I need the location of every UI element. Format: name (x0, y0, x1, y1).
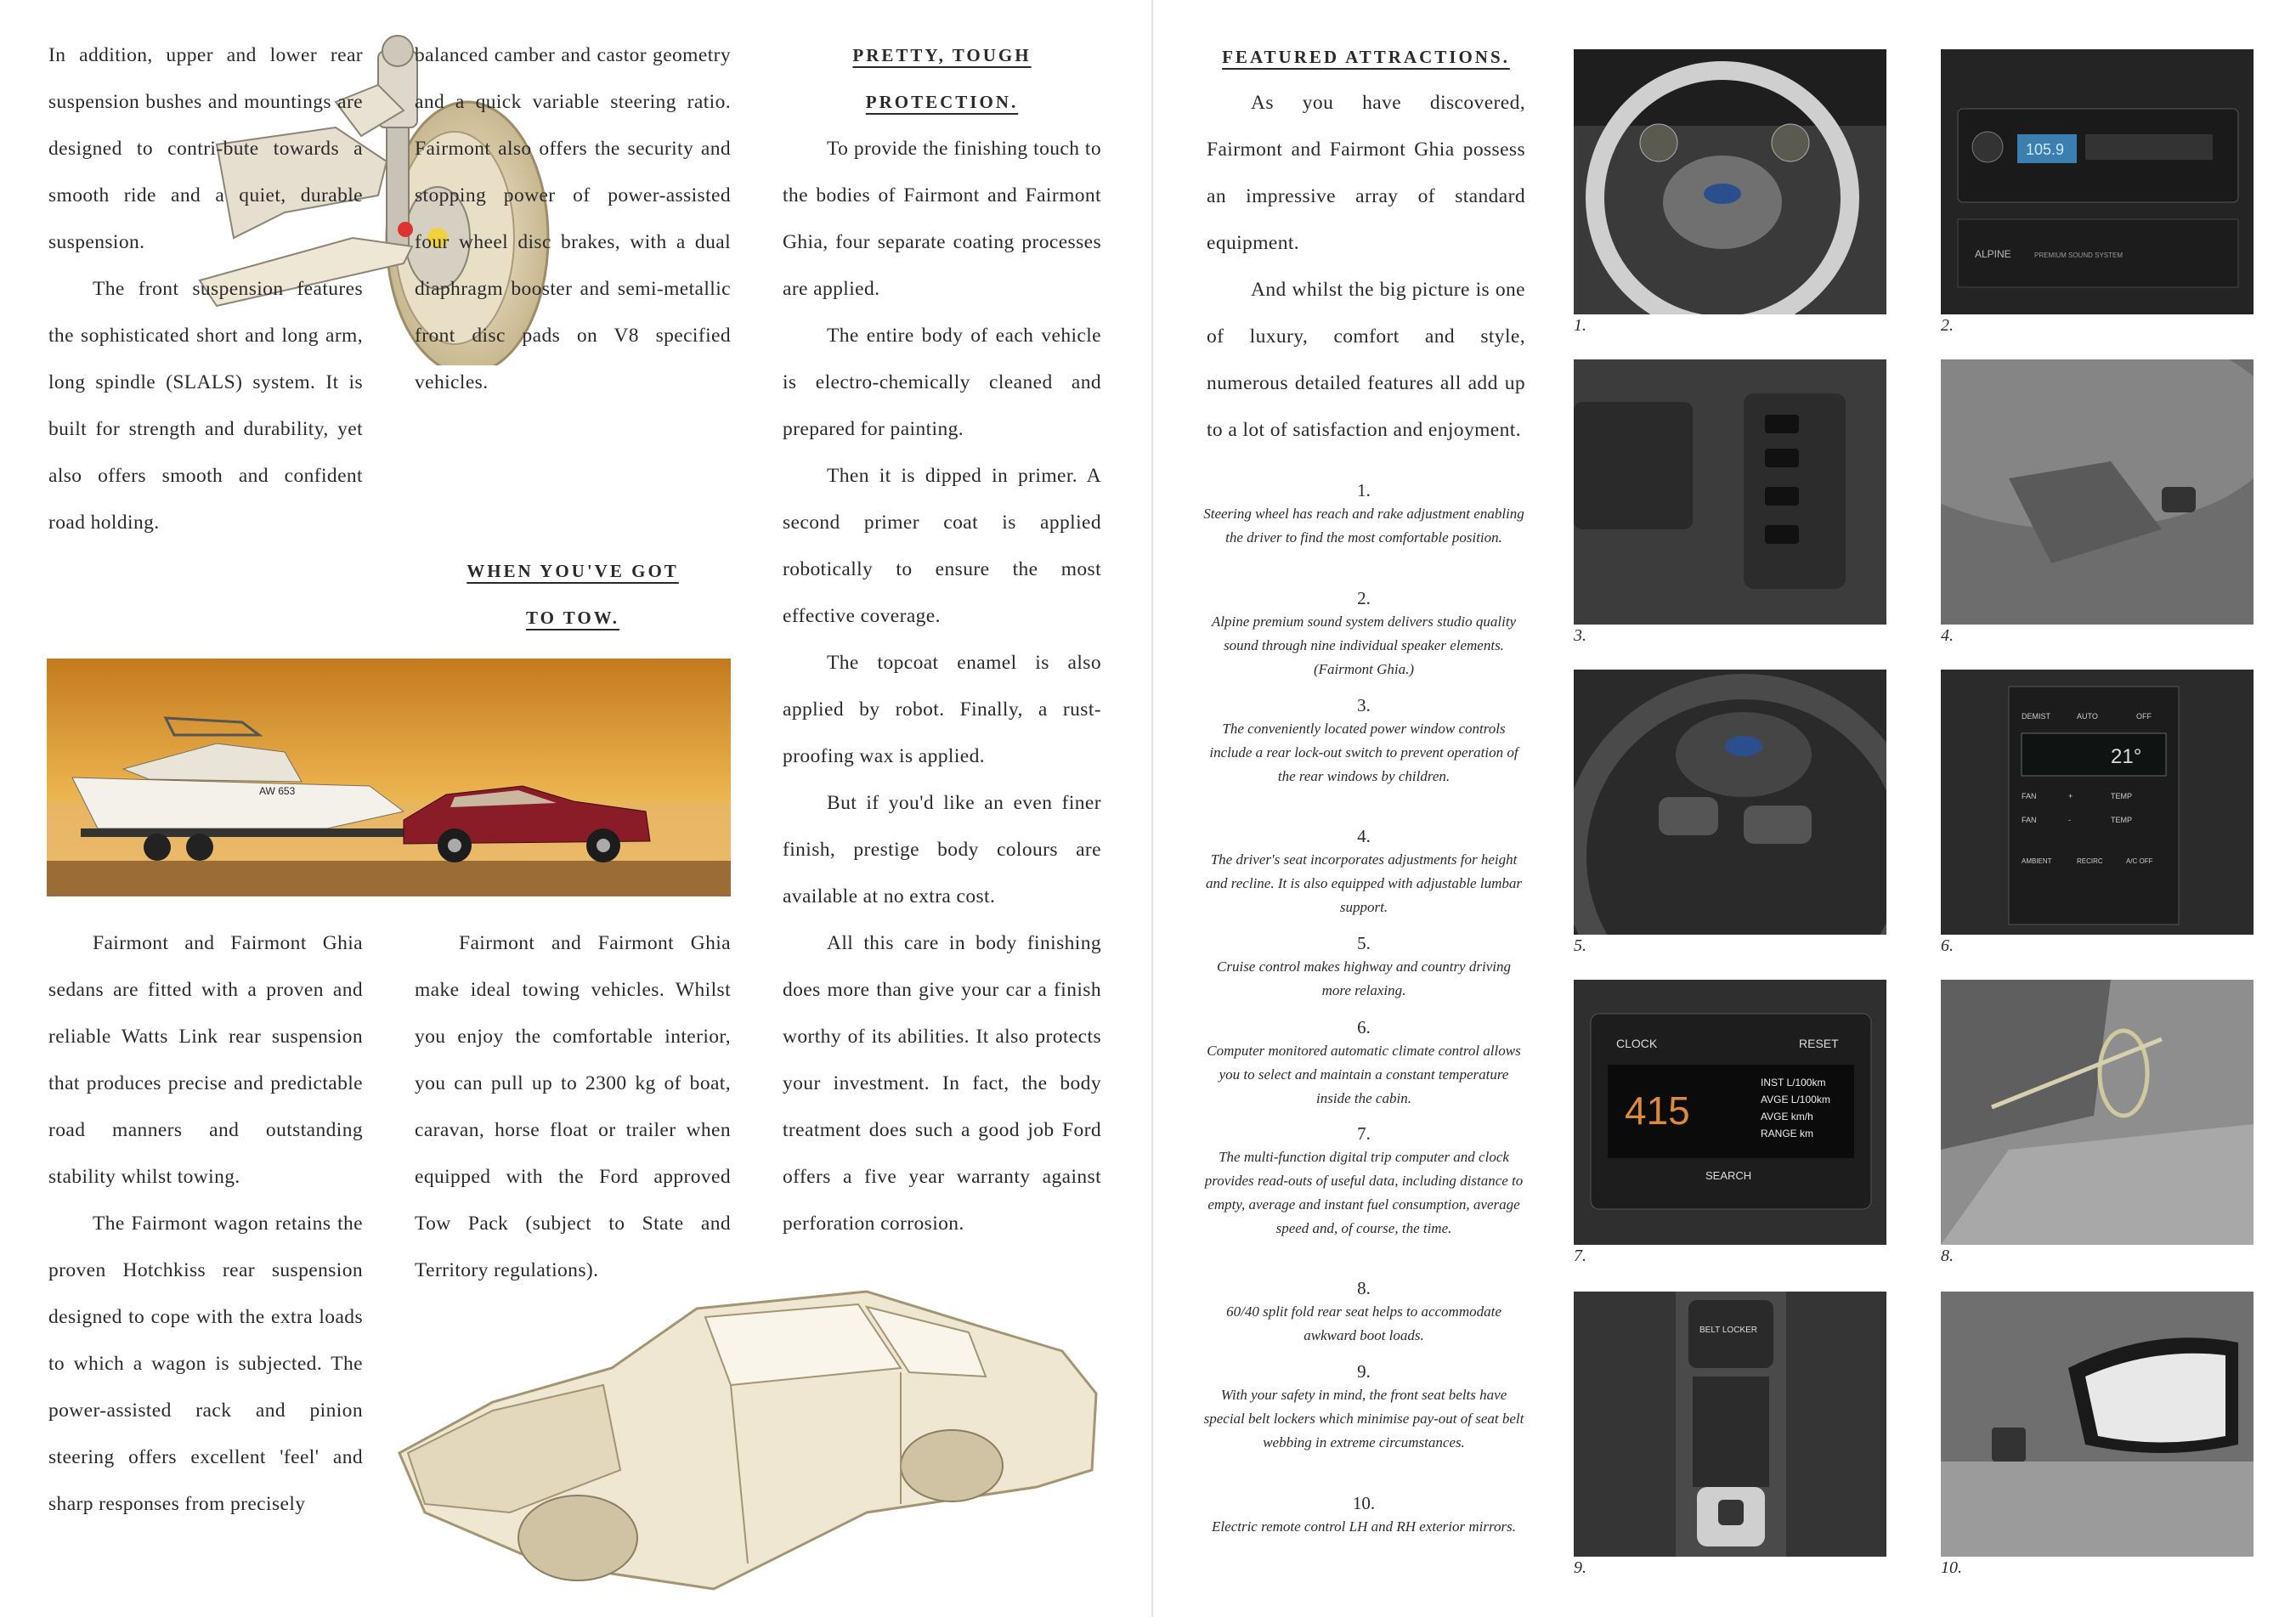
photo-exterior-mirror (1941, 1292, 2254, 1557)
caption-8 (1202, 1276, 1525, 1348)
climate-fan: FAN (2022, 816, 2037, 824)
caption-number: 4. (1357, 826, 1371, 846)
right-intro (1207, 80, 1525, 454)
featured-heading (1207, 34, 1525, 81)
climate-ac-off: A/C OFF (2126, 857, 2153, 865)
climate-fan: FAN (2022, 792, 2037, 800)
caption-number: 7. (1357, 1123, 1371, 1144)
paragraph: In addition, upper and lower rear suspension bushes and mountings are designed to contri-bute towards a smooth ride and a quiet, durable suspension. (48, 44, 363, 253)
photo-number: 9. (1574, 1558, 1586, 1577)
caption-9 (1202, 1360, 1525, 1455)
caption-5 (1202, 931, 1525, 1003)
caption-text: The driver's seat incorporates adjustments for height and recline. It is also equipped with adjustable lumbar support. (1206, 851, 1522, 915)
left-col2-bottom (415, 920, 731, 1294)
paragraph: Fairmont and Fairmont Ghia sedans are fitted with a proven and reliable Watts Link rear suspension that produces precise and predictable road manners and outstanding stability whilst towing. (48, 932, 363, 1188)
caption-number: 3. (1357, 695, 1371, 715)
caption-text: The multi-function digital trip computer and clock provides read-outs of useful data, including distance to empty, average and instant fuel consumption, average speed and, of course, the time. (1204, 1149, 1524, 1236)
paragraph: Then it is dipped in primer. A second primer coat is applied robotically to ensure the most effective coverage. (783, 465, 1101, 627)
photo-number: 1. (1574, 316, 1586, 335)
caption-7 (1202, 1122, 1525, 1241)
trip-line: AVGE km/h (1761, 1111, 1813, 1122)
photo-trip-computer (1574, 980, 1886, 1245)
caption-number: 10. (1352, 1493, 1376, 1513)
heading-line: PRETTY, TOUGH (852, 45, 1032, 65)
climate-ambient: AMBIENT (2022, 857, 2052, 865)
climate-plus: + (2068, 792, 2073, 800)
caption-text: The conveniently located power window controls include a rear lock-out switch to prevent operation of the rear windows by children. (1209, 721, 1518, 784)
photo-cruise-control (1574, 670, 1886, 935)
paragraph: But if you'd like an even finer finish, prestige body colours are available at no extra cost. (783, 792, 1101, 907)
climate-temp: TEMP (2111, 792, 2133, 800)
photo-number: 10. (1941, 1558, 1962, 1577)
climate-off: OFF (2136, 712, 2152, 721)
left-col1-bottom (48, 920, 363, 1528)
heading-line: TO TOW. (525, 608, 620, 628)
photo-number: 7. (1574, 1247, 1586, 1265)
caption-1 (1202, 478, 1525, 550)
body-shell-illustration (391, 1258, 1105, 1606)
trip-line: AVGE L/100km (1761, 1094, 1830, 1105)
caption-text: Cruise control makes highway and country driving more relaxing. (1217, 958, 1511, 998)
caption-text: With your safety in mind, the front seat belts have special belt lockers which minimise pay-out of seat belt webbing in extreme circumstances. (1203, 1387, 1524, 1450)
caption-text: Alpine premium sound system delivers studio quality sound through nine individual speaker elements. (Fairmont Ghia.) (1211, 613, 1517, 677)
caption-2 (1202, 586, 1525, 681)
trip-line: RANGE km (1761, 1128, 1814, 1139)
heading-line: PROTECTION. (865, 92, 1019, 112)
paragraph: The front suspension features the sophisticated short and long arm, long spindle (SLALS) system. It is built for strength and durability, yet also offers smooth and confident road holding. (48, 278, 363, 534)
left-col2-top (415, 32, 731, 406)
climate-display: 21° (2111, 745, 2142, 768)
photo-belt-locker (1574, 1292, 1886, 1557)
photo-window-controls (1574, 359, 1886, 625)
climate-minus: - (2068, 816, 2071, 824)
caption-number: 1. (1357, 480, 1371, 500)
trip-reset: RESET (1799, 1037, 1839, 1050)
caption-6 (1202, 1015, 1525, 1111)
climate-temp: TEMP (2111, 816, 2133, 824)
photo-seat-adjustment (1941, 359, 2254, 625)
trip-line: INST L/100km (1761, 1077, 1826, 1088)
caption-text: Electric remote control LH and RH exterior mirrors. (1212, 1518, 1516, 1535)
heading-line: WHEN YOU'VE GOT (467, 561, 679, 581)
climate-recirc: RECIRC (2077, 857, 2103, 865)
trip-clock: CLOCK (1616, 1037, 1658, 1050)
photo-number: 3. (1574, 626, 1586, 645)
paragraph: balanced camber and castor geometry and a quick variable steering ratio. Fairmont also offers the security and stopping power of power-assisted four wheel disc brakes, with a dual diaphragm booster and semi-metallic front disc pads on V8 specified vehicles. (415, 44, 731, 393)
paragraph: All this care in body finishing does more than give your car a finish worthy of its abilities. It also protects your investment. In fact, the body treatment does such a good job Ford offers a five year warranty against perforation corrosion. (783, 932, 1101, 1235)
radio-subtitle: PREMIUM SOUND SYSTEM (2034, 252, 2124, 259)
photo-number: 2. (1941, 316, 1954, 335)
paragraph: Fairmont and Fairmont Ghia make ideal towing vehicles. Whilst you enjoy the comfortable interior, you can pull up to 2300 kg of boat, caravan, horse float or trailer when equipped with the Ford approved Tow Pack (subject to State and Territory regulations). (415, 932, 731, 1281)
paragraph: The Fairmont wagon retains the proven Hotchkiss rear suspension designed to cope with the extra loads to which a wagon is subjected. The power-assisted rack and pinion steering offers excellent 'feel' and sharp responses from precisely (48, 1213, 363, 1515)
tow-heading (415, 548, 731, 642)
climate-auto: AUTO (2077, 712, 2098, 721)
caption-number: 6. (1357, 1017, 1371, 1037)
radio-brand: ALPINE (1975, 248, 2011, 260)
radio-frequency: 105.9 (2026, 141, 2065, 158)
photo-number: 5. (1574, 936, 1586, 955)
photo-climate-control (1941, 670, 2254, 935)
caption-text: Steering wheel has reach and rake adjustment enabling the driver to find the most comfortable position. (1203, 506, 1524, 546)
towing-photo (47, 659, 731, 896)
page-gutter (1151, 0, 1153, 1617)
paragraph: The topcoat enamel is also applied by robot. Finally, a rust-proofing wax is applied. (783, 652, 1101, 767)
protection-heading (783, 32, 1101, 126)
left-col1-top (48, 32, 363, 546)
photo-number: 4. (1941, 626, 1954, 645)
photo-number: 8. (1941, 1247, 1954, 1265)
caption-text: 60/40 split fold rear seat helps to accommodate awkward boot loads. (1226, 1303, 1501, 1343)
caption-number: 2. (1357, 588, 1371, 608)
boat-registration: AW 653 (259, 785, 296, 797)
photo-split-fold-seat (1941, 980, 2254, 1245)
photo-steering-wheel (1574, 49, 1886, 314)
trip-search: SEARCH (1705, 1169, 1752, 1182)
photo-alpine-radio (1941, 49, 2254, 314)
caption-number: 9. (1357, 1361, 1371, 1382)
caption-10 (1202, 1491, 1525, 1539)
caption-number: 5. (1357, 933, 1371, 953)
left-col3 (783, 126, 1101, 1247)
paragraph: And whilst the big picture is one of luxury, comfort and style, numerous detailed features all add up to a lot of satisfaction and enjoyment. (1207, 279, 1525, 441)
climate-demist: DEMIST (2022, 712, 2051, 721)
caption-3 (1202, 693, 1525, 789)
paragraph: As you have discovered, Fairmont and Fairmont Ghia possess an impressive array of standard equipment. (1207, 92, 1525, 254)
caption-text: Computer monitored automatic climate control allows you to select and maintain a constant temperature inside the cabin. (1207, 1043, 1521, 1106)
caption-number: 8. (1357, 1278, 1371, 1298)
paragraph: The entire body of each vehicle is electro-chemically cleaned and prepared for painting. (783, 325, 1101, 440)
photo-number: 6. (1941, 936, 1954, 955)
caption-4 (1202, 824, 1525, 919)
heading-line: FEATURED ATTRACTIONS. (1222, 47, 1510, 67)
paragraph: To provide the finishing touch to the bodies of Fairmont and Fairmont Ghia, four separate coating processes are applied. (783, 138, 1101, 300)
trip-reading: 415 (1625, 1088, 1690, 1133)
belt-locker-label: BELT LOCKER (1699, 1326, 1757, 1335)
